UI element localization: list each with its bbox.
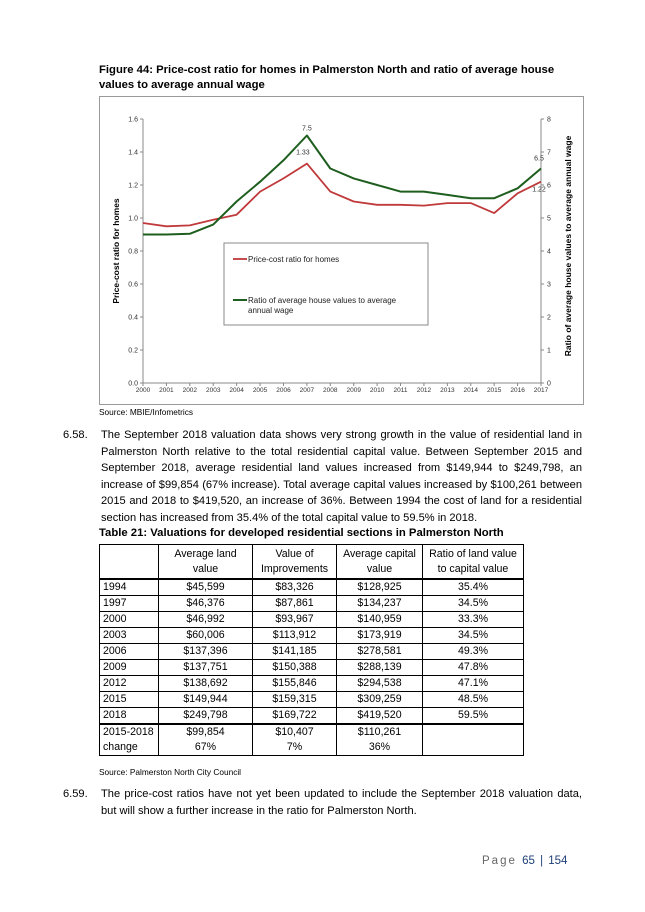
- table-cell: $155,846: [253, 676, 337, 692]
- paragraph-number: 6.58.: [63, 429, 88, 441]
- figure-title: Figure 44: Price-cost ratio for homes in Palmerston North and ratio of average house values to average annual wage: [99, 64, 555, 91]
- header-cell: Average capital value: [337, 545, 423, 580]
- valuations-table: [99, 544, 524, 756]
- table-cell: 49.3%: [423, 644, 524, 660]
- legend-label: Price-cost ratio for homes: [248, 255, 340, 264]
- y2-axis-title: Ratio of average house values to average annual wage: [563, 135, 573, 357]
- table-cell: $87,861: [253, 596, 337, 612]
- x-tick-label: 2010: [369, 387, 385, 394]
- x-tick-label: 2004: [229, 387, 244, 394]
- x-tick-label: 2006: [276, 387, 291, 394]
- chart-container: [99, 96, 584, 405]
- y-tick-label: 1.4: [128, 149, 138, 157]
- table-cell: $83,326: [253, 579, 337, 596]
- x-tick-label: 2014: [463, 387, 478, 394]
- figure-source: Source: MBIE/Infometrics: [99, 407, 194, 417]
- table-cell: 2015: [100, 692, 159, 708]
- page-footer: [482, 855, 567, 867]
- table-row: [100, 692, 524, 708]
- table-cell: 2012: [100, 676, 159, 692]
- table-cell: $137,751: [159, 660, 253, 676]
- table-cell: $150,388: [253, 660, 337, 676]
- x-tick-label: 2013: [440, 387, 455, 394]
- table-cell: 2000: [100, 612, 159, 628]
- header-cell: Value of Improvements: [253, 545, 337, 580]
- table-cell: 33.3%: [423, 612, 524, 628]
- x-tick-label: 2003: [206, 387, 221, 394]
- table-cell: $294,538: [337, 676, 423, 692]
- table-cell: 2003: [100, 628, 159, 644]
- x-tick-label: 2002: [182, 387, 198, 394]
- table-cell: $99,854: [159, 724, 253, 740]
- y2-tick-label: 0: [547, 380, 551, 388]
- table-cell: [423, 724, 524, 740]
- table-cell: 2009: [100, 660, 159, 676]
- y2-tick-label: 7: [547, 149, 551, 157]
- table-cell: 2018: [100, 708, 159, 725]
- table-cell: 34.5%: [423, 596, 524, 612]
- table-cell: 1994: [100, 579, 159, 596]
- y-axis-title: Price-cost ratio for homes: [111, 198, 121, 304]
- table-cell: 47.8%: [423, 660, 524, 676]
- series-line-1: [143, 136, 541, 235]
- y2-tick-label: 5: [547, 215, 551, 223]
- table-row: [100, 628, 524, 644]
- line-chart: [100, 97, 583, 404]
- y-tick-label: 0.0: [128, 380, 138, 388]
- table-cell: 35.4%: [423, 579, 524, 596]
- table-cell: 2006: [100, 644, 159, 660]
- y2-tick-label: 8: [547, 116, 551, 124]
- table-cell: $419,520: [337, 708, 423, 725]
- page-total: 154: [548, 855, 568, 867]
- table-header-row: [100, 545, 524, 580]
- data-label: 7.5: [302, 125, 312, 133]
- x-tick-label: 2016: [510, 387, 525, 394]
- header-cell: Average land value: [159, 545, 253, 580]
- table-cell: 36%: [337, 740, 423, 756]
- table-cell: $138,692: [159, 676, 253, 692]
- paragraph-6-59: [63, 786, 583, 822]
- table-title: Table 21: Valuations for developed residential sections in Palmerston North: [99, 527, 504, 539]
- x-tick-label: 2012: [416, 387, 432, 394]
- data-label: 1.22: [532, 186, 546, 194]
- y-tick-label: 0.8: [128, 248, 138, 256]
- table-cell: $60,006: [159, 628, 253, 644]
- table-cell: $159,315: [253, 692, 337, 708]
- x-tick-label: 2011: [393, 387, 408, 394]
- table-cell: $46,992: [159, 612, 253, 628]
- table-cell: 48.5%: [423, 692, 524, 708]
- table-cell: 7%: [253, 740, 337, 756]
- y-tick-label: 1.0: [128, 215, 138, 223]
- y2-tick-label: 4: [547, 248, 551, 256]
- paragraph-text: The price-cost ratios have not yet been updated to include the September 2018 valuation data, but will show a further increase in the ratio for Palmerston North.: [101, 788, 582, 817]
- table-cell: $149,944: [159, 692, 253, 708]
- table-cell: 67%: [159, 740, 253, 756]
- table-cell: $128,925: [337, 579, 423, 596]
- table-row: [100, 612, 524, 628]
- table-cell: 59.5%: [423, 708, 524, 725]
- table-row: [100, 708, 524, 725]
- paragraph-6-58: [63, 427, 583, 524]
- y-tick-label: 0.4: [128, 314, 138, 322]
- table-cell: $93,967: [253, 612, 337, 628]
- table-cell: [423, 740, 524, 756]
- table-cell: $45,599: [159, 579, 253, 596]
- table-cell: 34.5%: [423, 628, 524, 644]
- data-label: 1.33: [296, 149, 310, 157]
- table-cell: 2015-2018: [100, 724, 159, 740]
- paragraph-number: 6.59.: [63, 788, 88, 800]
- data-label: 6.5: [534, 155, 544, 163]
- x-tick-label: 2009: [346, 387, 361, 394]
- header-cell: [100, 545, 159, 580]
- table-row: [100, 740, 524, 756]
- table-cell: $309,259: [337, 692, 423, 708]
- y-tick-label: 0.2: [128, 347, 138, 355]
- table-cell: $141,185: [253, 644, 337, 660]
- table-cell: $46,376: [159, 596, 253, 612]
- x-tick-label: 2005: [252, 387, 268, 394]
- legend-label: Ratio of average house values to average annual wage: [248, 296, 397, 315]
- x-tick-label: 2015: [486, 387, 502, 394]
- table-cell: $113,912: [253, 628, 337, 644]
- y2-tick-label: 3: [547, 281, 551, 289]
- table-cell: $249,798: [159, 708, 253, 725]
- x-tick-label: 2001: [159, 387, 174, 394]
- table-cell: $278,581: [337, 644, 423, 660]
- table-cell: $173,919: [337, 628, 423, 644]
- x-tick-label: 2007: [299, 387, 315, 394]
- table-row: [100, 660, 524, 676]
- table-cell: $10,407: [253, 724, 337, 740]
- table-cell: $110,261: [337, 724, 423, 740]
- header-cell: Ratio of land value to capital value: [423, 545, 524, 580]
- x-tick-label: 2017: [533, 387, 549, 394]
- y-tick-label: 0.6: [128, 281, 138, 289]
- table-row: [100, 724, 524, 740]
- table-cell: $134,237: [337, 596, 423, 612]
- y2-tick-label: 1: [547, 347, 551, 355]
- paragraph-text: The September 2018 valuation data shows very strong growth in the value of residential land in Palmerston North relative to the total residential capital value. Between September 2015 and September 2018, average residential land values increased from $149,944 to $249,798, an increase of $99,854 (67% increase). Total average capital values increased by $100,261 between 2015 and 2018 to $419,520, an increase of 36%. Between 1994 the cost of land for a residential section has increased from 35.4% of the total capital value to 59.5% in 2018.: [101, 429, 582, 524]
- table-source: Source: Palmerston North City Council: [99, 767, 242, 777]
- x-tick-label: 2008: [323, 387, 338, 394]
- x-tick-label: 2000: [135, 387, 151, 394]
- page-label: Page: [482, 855, 517, 867]
- table-row: [100, 596, 524, 612]
- table-row: [100, 579, 524, 596]
- y-tick-label: 1.2: [128, 182, 138, 190]
- table-cell: $137,396: [159, 644, 253, 660]
- table-row: [100, 676, 524, 692]
- y2-tick-label: 2: [547, 314, 551, 322]
- table-cell: $140,959: [337, 612, 423, 628]
- table-cell: change: [100, 740, 159, 756]
- page-number: 65: [522, 855, 535, 867]
- table-cell: $288,139: [337, 660, 423, 676]
- y-tick-label: 1.6: [128, 116, 138, 124]
- page-separator: |: [540, 855, 544, 867]
- table-row: [100, 644, 524, 660]
- table-cell: 47.1%: [423, 676, 524, 692]
- table-cell: 1997: [100, 596, 159, 612]
- y2-tick-label: 6: [547, 182, 551, 190]
- table-cell: $169,722: [253, 708, 337, 725]
